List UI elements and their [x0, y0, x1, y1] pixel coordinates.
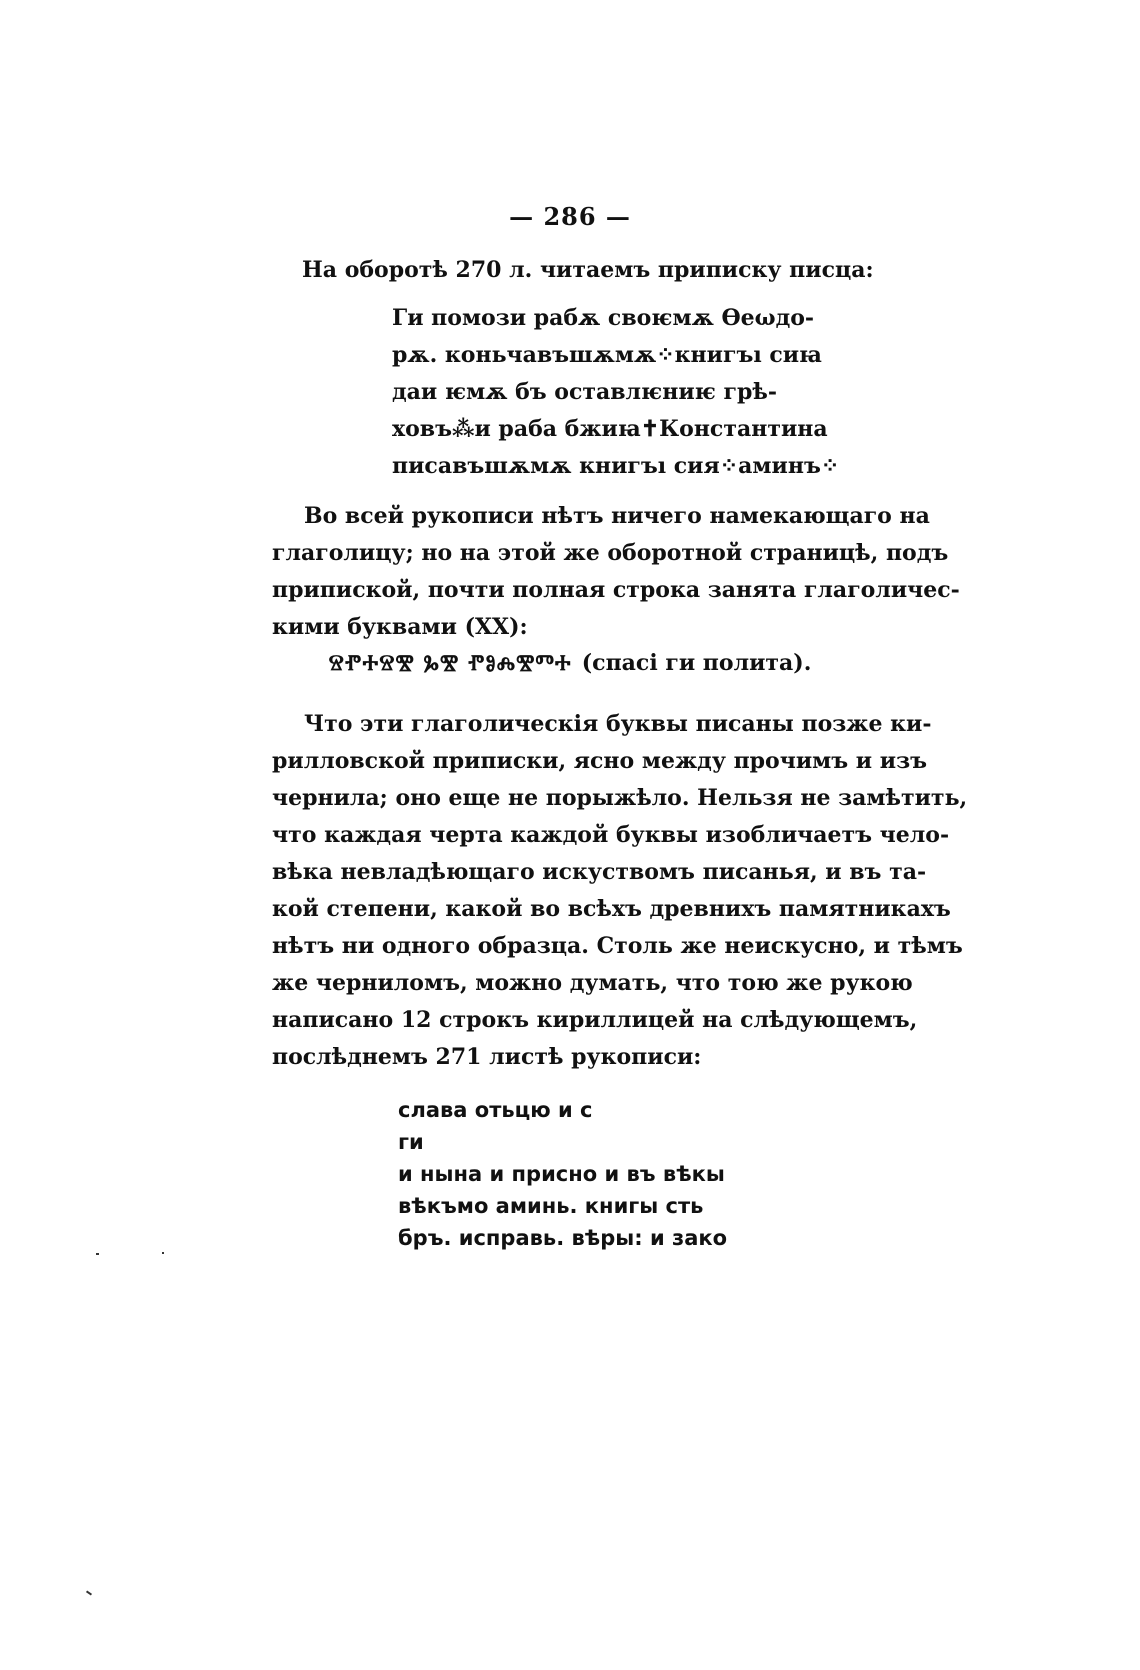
scribe-inscription: [392, 300, 839, 485]
paragraph-line: чернила; оно еще не порыжѣло. Нельзя не замѣтить,: [272, 785, 968, 811]
inscription-line-1: Ги помози рабѫ своѥмѫ Өеωдо-: [392, 305, 815, 331]
excerpt-line-2: ги: [398, 1130, 424, 1154]
inscription-line-2: рѫ. коньчавъшѫмѫ⁘книгъı сиꙗ: [392, 342, 822, 368]
paragraph-line: припиской, почти полная строка занята глаголичес-: [272, 577, 960, 603]
glagolitic-transliteration: (спасі ги полита).: [581, 650, 812, 676]
page-number: — 286 —: [509, 202, 631, 231]
excerpt-line-1: слава отьцю и с: [398, 1098, 593, 1122]
paragraph-line: Во всей рукописи нѣтъ ничего намекающаго на: [304, 503, 930, 529]
paragraph-glagolitic-note: [272, 498, 960, 646]
excerpt-line-4: вѣкъмо аминь. книгы сть: [398, 1194, 704, 1218]
excerpt-line-3: и нына и присно и въ вѣкы: [398, 1162, 725, 1186]
inscription-line-5: писавъшѫмѫ книгъı сия⁘аминъ⁘: [392, 453, 840, 479]
paragraph-line: послѣднемъ 271 листѣ рукописи:: [272, 1044, 702, 1070]
print-speck: [86, 1590, 92, 1595]
excerpt-line-5: бръ. исправь. вѣры: и зако: [398, 1226, 728, 1250]
paragraph-line: написано 12 строкъ кириллицей на слѣдующемъ,: [272, 1007, 918, 1033]
paragraph-line: что каждая черта каждой буквы изобличаетъ чело-: [272, 822, 950, 848]
paragraph-ink-analysis: [272, 706, 968, 1076]
glagolitic-quote: [0, 650, 1140, 676]
paragraph-line: вѣка невладѣющаго искуствомъ писанья, и въ та-: [272, 859, 927, 885]
intro-line: На оборотѣ 270 л. читаемъ приписку писца:: [302, 257, 874, 283]
glagolitic-text: ⰔⰒⰀⰔⰊ ⰃⰊ ⰒⰑⰎⰊⰕⰀ: [328, 651, 572, 676]
paragraph-line: рилловской приписки, ясно между прочимъ и изъ: [272, 748, 928, 774]
paragraph-line: глаголицу; но на этой же оборотной страницѣ, подъ: [272, 540, 949, 566]
inscription-line-4: ховъ⁂и раба бжиꙗ✝Константина: [392, 416, 828, 442]
inscription-line-3: даи ѥмѫ бъ оставлѥниѥ грѣ-: [392, 379, 777, 405]
intro-paragraph: [272, 252, 896, 289]
paragraph-line: кой степени, какой во всѣхъ древнихъ памятникахъ: [272, 896, 951, 922]
print-speck: [162, 1252, 164, 1254]
paragraph-line: кими буквами (XX):: [272, 614, 528, 640]
paragraph-line: Что эти глаголическія буквы писаны позже ки-: [304, 711, 932, 737]
cyrillic-excerpt: [398, 1094, 727, 1254]
paragraph-line: же черниломъ, можно думать, что тою же рукою: [272, 970, 913, 996]
print-speck: [96, 1253, 99, 1255]
paragraph-line: нѣтъ ни одного образца. Столь же неискусно, и тѣмъ: [272, 933, 963, 959]
